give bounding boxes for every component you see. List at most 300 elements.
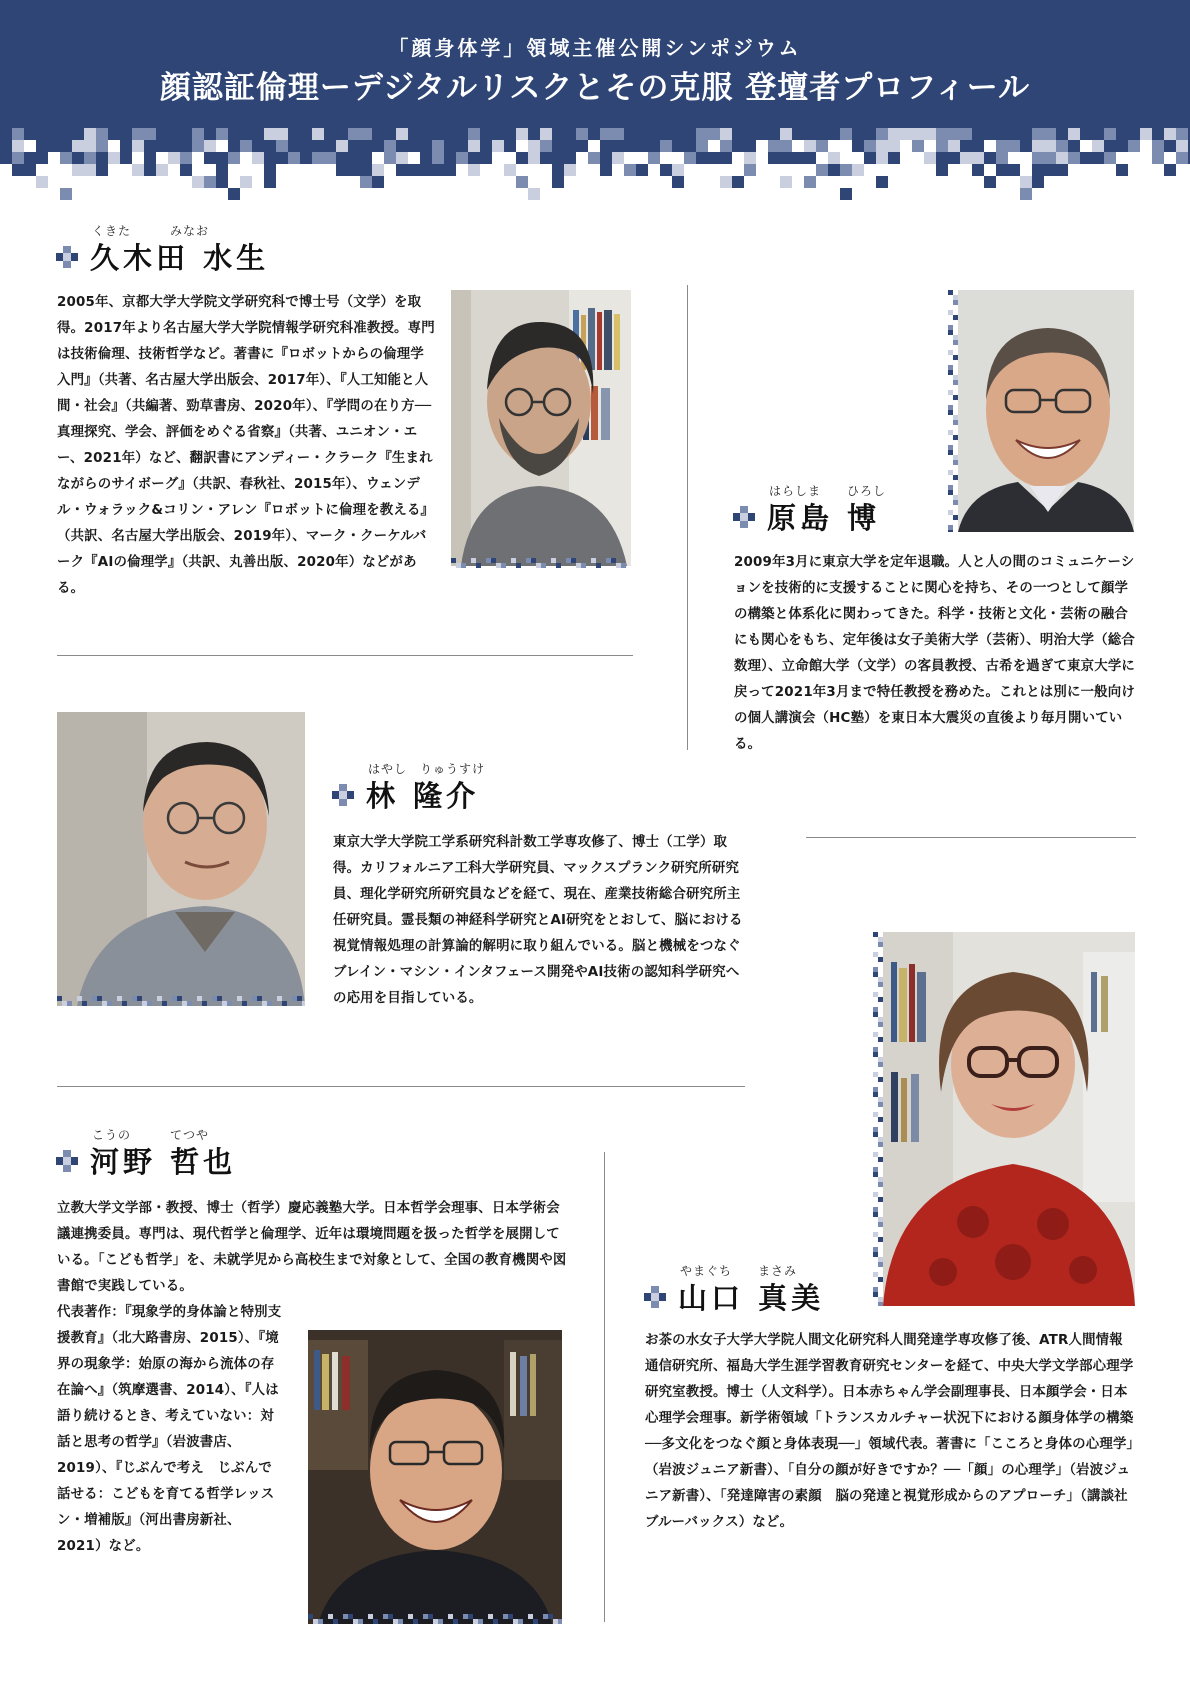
mosaic-tile xyxy=(96,176,108,188)
mosaic-tile xyxy=(1176,188,1188,200)
mosaic-tile xyxy=(552,128,564,140)
mosaic-tile xyxy=(408,152,420,164)
mosaic-tile xyxy=(264,152,276,164)
mosaic-tile xyxy=(12,152,24,164)
mosaic-tile xyxy=(648,164,660,176)
mosaic-tile xyxy=(912,140,924,152)
mosaic-tile xyxy=(324,152,336,164)
mosaic-tile xyxy=(156,140,168,152)
mosaic-tile xyxy=(1056,140,1068,152)
mosaic-tile xyxy=(708,140,720,152)
mosaic-tile xyxy=(828,152,840,164)
mosaic-tile xyxy=(1176,128,1188,140)
mosaic-tile xyxy=(420,152,432,164)
mosaic-tile xyxy=(996,140,1008,152)
mosaic-tile xyxy=(984,140,996,152)
mosaic-tile xyxy=(1044,140,1056,152)
mosaic-tile xyxy=(876,164,888,176)
mosaic-tile xyxy=(864,140,876,152)
pixel-strip-decoration xyxy=(308,1614,562,1624)
mosaic-tile xyxy=(156,176,168,188)
mosaic-tile xyxy=(756,188,768,200)
mosaic-tile xyxy=(564,140,576,152)
mosaic-tile xyxy=(180,152,192,164)
mosaic-tile xyxy=(132,140,144,152)
mosaic-tile xyxy=(432,140,444,152)
mosaic-tile xyxy=(600,152,612,164)
mosaic-tile xyxy=(588,152,600,164)
mosaic-tile xyxy=(156,152,168,164)
mosaic-tile xyxy=(1152,176,1164,188)
mosaic-tile xyxy=(492,128,504,140)
mosaic-tile xyxy=(1176,140,1188,152)
mosaic-tile xyxy=(684,128,696,140)
mosaic-tile xyxy=(1104,164,1116,176)
speaker-name: 久木田 水生 xyxy=(90,241,270,275)
mosaic-tile xyxy=(648,140,660,152)
mosaic-tile xyxy=(1044,128,1056,140)
mosaic-tile xyxy=(540,152,552,164)
mosaic-tile xyxy=(468,188,480,200)
mosaic-tile xyxy=(204,176,216,188)
mosaic-tile xyxy=(1152,152,1164,164)
mosaic-tile xyxy=(528,176,540,188)
pixel-strip-decoration xyxy=(873,932,883,1306)
mosaic-tile xyxy=(96,164,108,176)
mosaic-tile xyxy=(216,152,228,164)
mosaic-tile xyxy=(900,140,912,152)
mosaic-tile xyxy=(780,176,792,188)
mosaic-tile xyxy=(1140,140,1152,152)
mosaic-tile xyxy=(348,128,360,140)
divider-line xyxy=(806,837,1136,838)
mosaic-tile xyxy=(1152,128,1164,140)
speaker-photo-harashima xyxy=(958,290,1134,532)
mosaic-tile xyxy=(960,164,972,176)
mosaic-tile xyxy=(672,128,684,140)
mosaic-tile xyxy=(1056,128,1068,140)
mosaic-tile xyxy=(48,140,60,152)
mosaic-tile xyxy=(132,128,144,140)
mosaic-tile xyxy=(636,164,648,176)
speaker-bio: お茶の水女子大学大学院人間文化研究科人間発達学専攻修了後、ATR人間情報通信研究所、福島大学生涯学習教育研究センターを経て、中央大学文学部心理学研究室教授。博士（人文科学）。日本赤ちゃん学会副理事長、日本顔学会・日本心理学会理事。新学術領域「トランスカルチャー状況下における顔身体学の構築──多文化をつなぐ顔と身体表現──」領域代表。著書に「こころと身体の心理学」（岩波ジュニア新書）、「自分の顔が好きですか？──「顔」の心理学」（岩波ジュニア新書）、「発達障害の素顔 脳の発達と視覚形成からのアプローチ」（講談社ブルーバックス）など。 xyxy=(645,1333,1134,1530)
event-subtitle: 「顔身体学」領域主催公開シンポジウム xyxy=(388,36,802,60)
mosaic-tile xyxy=(120,152,132,164)
mosaic-tile xyxy=(672,140,684,152)
mosaic-tile xyxy=(480,128,492,140)
mosaic-tile xyxy=(612,176,624,188)
mosaic-tile xyxy=(96,128,108,140)
speaker-bio: 2005年、京都大学大学院文学研究科で博士号（文学）を取得。2017年より名古屋大学大学院情報学研究科准教授。専門は技術倫理、技術哲学など。著書に『ロボットからの倫理学入門』（共著、名古屋大学出版会、2017年）、『人工知能と人間・社会』（共編著、勁草書房、2020年）、『学問の在り方── 真理探究、学会、評価をめぐる省察』（共著、ユニオン・エー、2021年）など、翻訳書にアンディー・クラーク『生まれながらのサイボーグ』（共訳、春秋社、2015年）、ウェンデル・ウォラック&コリン・アレン『ロボットに倫理を教える』（共訳、名古屋大学出版会、2019年）、マーク・クーケルバーク『AIの倫理学』（共訳、丸善出版、2020年）などがある。 xyxy=(57,295,435,596)
speaker-heading-kukita xyxy=(56,222,356,274)
mosaic-tile xyxy=(444,128,456,140)
mosaic-tile xyxy=(528,128,540,140)
mosaic-tile xyxy=(1020,188,1032,200)
mosaic-tile xyxy=(876,140,888,152)
mosaic-tile xyxy=(1080,128,1092,140)
mosaic-tile xyxy=(1092,176,1104,188)
mosaic-tile xyxy=(744,152,756,164)
mosaic-tile xyxy=(1032,164,1044,176)
mosaic-tile xyxy=(1032,140,1044,152)
mosaic-tile xyxy=(564,164,576,176)
mosaic-tile xyxy=(756,128,768,140)
mosaic-tile xyxy=(900,128,912,140)
mosaic-tile xyxy=(108,164,120,176)
mosaic-tile xyxy=(804,140,816,152)
name-reading: こうの てつや xyxy=(92,1128,210,1142)
mosaic-tile xyxy=(1128,152,1140,164)
mosaic-tile xyxy=(756,140,768,152)
mosaic-tile xyxy=(612,152,624,164)
mosaic-tile xyxy=(264,176,276,188)
mosaic-tile xyxy=(360,152,372,164)
mosaic-tile xyxy=(1116,128,1128,140)
pixel-bullet-icon xyxy=(644,1286,666,1308)
mosaic-tile xyxy=(1068,152,1080,164)
mosaic-tile xyxy=(192,128,204,140)
mosaic-tile xyxy=(336,152,348,164)
mosaic-tile xyxy=(504,128,516,140)
mosaic-tile xyxy=(924,164,936,176)
mosaic-tile xyxy=(576,128,588,140)
mosaic-tile xyxy=(84,140,96,152)
mosaic-tile xyxy=(144,140,156,152)
mosaic-tile xyxy=(1044,152,1056,164)
mosaic-tile xyxy=(1116,164,1128,176)
mosaic-tile xyxy=(1032,128,1044,140)
mosaic-tile xyxy=(516,152,528,164)
mosaic-tile xyxy=(504,152,516,164)
mosaic-tile xyxy=(672,176,684,188)
mosaic-tile xyxy=(336,164,348,176)
mosaic-tile xyxy=(216,176,228,188)
mosaic-tile xyxy=(108,140,120,152)
mosaic-tile xyxy=(480,176,492,188)
mosaic-tile xyxy=(588,128,600,140)
mosaic-tile xyxy=(732,152,744,164)
speaker-heading-harashima xyxy=(733,482,983,534)
mosaic-tile xyxy=(624,164,636,176)
pixel-mosaic-banner xyxy=(0,128,1190,200)
mosaic-tile xyxy=(468,140,480,152)
mosaic-tile xyxy=(72,164,84,176)
mosaic-tile xyxy=(672,164,684,176)
mosaic-tile xyxy=(840,152,852,164)
mosaic-tile xyxy=(1116,140,1128,152)
mosaic-tile xyxy=(636,152,648,164)
mosaic-tile xyxy=(984,152,996,164)
mosaic-tile xyxy=(252,152,264,164)
mosaic-tile xyxy=(804,128,816,140)
mosaic-tile xyxy=(396,128,408,140)
mosaic-tile xyxy=(192,152,204,164)
mosaic-tile xyxy=(360,176,372,188)
speaker-heading-yamaguchi xyxy=(644,1262,904,1314)
pixel-strip-decoration xyxy=(451,558,631,568)
mosaic-tile xyxy=(960,152,972,164)
mosaic-tile xyxy=(168,128,180,140)
mosaic-tile xyxy=(996,128,1008,140)
mosaic-tile xyxy=(828,140,840,152)
mosaic-tile xyxy=(660,140,672,152)
mosaic-tile xyxy=(744,176,756,188)
mosaic-tile xyxy=(600,164,612,176)
mosaic-tile xyxy=(828,164,840,176)
mosaic-tile xyxy=(600,128,612,140)
mosaic-tile xyxy=(708,164,720,176)
mosaic-tile xyxy=(984,128,996,140)
mosaic-tile xyxy=(732,128,744,140)
mosaic-tile xyxy=(1068,188,1080,200)
mosaic-tile xyxy=(180,176,192,188)
mosaic-tile xyxy=(528,188,540,200)
mosaic-tile xyxy=(1092,152,1104,164)
mosaic-tile xyxy=(336,128,348,140)
mosaic-tile xyxy=(408,128,420,140)
mosaic-tile xyxy=(72,152,84,164)
mosaic-tile xyxy=(732,164,744,176)
mosaic-tile xyxy=(684,152,696,164)
mosaic-tile xyxy=(480,140,492,152)
mosaic-tile xyxy=(216,164,228,176)
divider-line xyxy=(604,1152,605,1622)
mosaic-tile xyxy=(312,164,324,176)
mosaic-tile xyxy=(480,152,492,164)
mosaic-tile xyxy=(888,128,900,140)
speaker-photo-yamaguchi xyxy=(883,932,1135,1306)
mosaic-tile xyxy=(96,140,108,152)
mosaic-tile xyxy=(204,152,216,164)
mosaic-tile xyxy=(144,128,156,140)
mosaic-tile xyxy=(1128,140,1140,152)
mosaic-tile xyxy=(0,128,12,140)
mosaic-tile xyxy=(828,128,840,140)
mosaic-tile xyxy=(660,128,672,140)
mosaic-tile xyxy=(108,152,120,164)
mosaic-tile xyxy=(360,164,372,176)
mosaic-tile xyxy=(816,176,828,188)
mosaic-tile xyxy=(60,164,72,176)
mosaic-tile xyxy=(1116,188,1128,200)
mosaic-tile xyxy=(1104,152,1116,164)
mosaic-tile xyxy=(264,128,276,140)
portrait-smiling-man-glasses-icon xyxy=(958,290,1134,532)
name-reading: はらしま ひろし xyxy=(769,484,887,498)
mosaic-tile xyxy=(468,128,480,140)
mosaic-tile xyxy=(876,176,888,188)
mosaic-tile xyxy=(180,128,192,140)
mosaic-tile xyxy=(1068,140,1080,152)
mosaic-tile xyxy=(624,176,636,188)
mosaic-tile xyxy=(888,176,900,188)
mosaic-tile xyxy=(120,128,132,140)
mosaic-tile xyxy=(444,152,456,164)
mosaic-tile xyxy=(1032,176,1044,188)
portrait-man-round-glasses-icon xyxy=(57,712,305,1006)
mosaic-tile xyxy=(720,152,732,164)
speaker-photo-kono xyxy=(308,1330,562,1624)
speaker-photo-kukita xyxy=(451,290,631,566)
mosaic-tile xyxy=(804,164,816,176)
mosaic-tile xyxy=(984,176,996,188)
mosaic-tile xyxy=(1020,176,1032,188)
mosaic-tile xyxy=(228,152,240,164)
mosaic-tile xyxy=(24,140,36,152)
mosaic-tile xyxy=(516,128,528,140)
mosaic-tile xyxy=(204,188,216,200)
speaker-photo-hayashi xyxy=(57,712,305,1006)
mosaic-tile xyxy=(444,188,456,200)
mosaic-tile xyxy=(300,152,312,164)
mosaic-tile xyxy=(696,140,708,152)
mosaic-tile xyxy=(168,164,180,176)
mosaic-tile xyxy=(972,128,984,140)
mosaic-tile xyxy=(768,164,780,176)
mosaic-tile xyxy=(408,164,420,176)
mosaic-tile xyxy=(456,152,468,164)
pixel-bullet-icon xyxy=(56,1150,78,1172)
mosaic-tile xyxy=(468,152,480,164)
mosaic-tile xyxy=(696,128,708,140)
mosaic-tile xyxy=(348,164,360,176)
mosaic-tile xyxy=(1092,140,1104,152)
mosaic-tile xyxy=(1068,128,1080,140)
mosaic-tile xyxy=(660,152,672,164)
mosaic-tile xyxy=(864,128,876,140)
mosaic-tile xyxy=(660,164,672,176)
mosaic-tile xyxy=(792,140,804,152)
mosaic-tile xyxy=(84,128,96,140)
mosaic-tile xyxy=(360,188,372,200)
mosaic-tile xyxy=(288,164,300,176)
portrait-laughing-man-glasses-icon xyxy=(308,1330,562,1624)
mosaic-tile xyxy=(396,152,408,164)
mosaic-tile xyxy=(1020,140,1032,152)
name-reading: くきた みなお xyxy=(92,224,210,238)
mosaic-tile xyxy=(12,164,24,176)
mosaic-tile xyxy=(216,140,228,152)
mosaic-tile xyxy=(612,128,624,140)
mosaic-tile xyxy=(504,140,516,152)
mosaic-tile xyxy=(252,140,264,152)
mosaic-tile xyxy=(684,140,696,152)
mosaic-tile xyxy=(372,128,384,140)
mosaic-tile xyxy=(144,152,156,164)
mosaic-tile xyxy=(384,140,396,152)
divider-line xyxy=(57,1086,745,1087)
mosaic-tile xyxy=(0,164,12,176)
speaker-name: 原島 博 xyxy=(767,501,881,535)
mosaic-tile xyxy=(948,152,960,164)
mosaic-tile xyxy=(852,152,864,164)
pixel-strip-decoration xyxy=(57,996,305,1006)
mosaic-tile xyxy=(276,164,288,176)
mosaic-tile xyxy=(936,128,948,140)
mosaic-tile xyxy=(936,140,948,152)
mosaic-tile xyxy=(360,140,372,152)
mosaic-tile xyxy=(432,164,444,176)
mosaic-tile xyxy=(192,188,204,200)
mosaic-tile xyxy=(960,128,972,140)
mosaic-tile xyxy=(1056,152,1068,164)
mosaic-tile xyxy=(360,128,372,140)
mosaic-tile xyxy=(72,188,84,200)
mosaic-tile xyxy=(516,176,528,188)
header-banner xyxy=(0,0,1190,128)
mosaic-tile xyxy=(24,128,36,140)
mosaic-tile xyxy=(648,176,660,188)
mosaic-tile xyxy=(36,152,48,164)
mosaic-tile xyxy=(276,140,288,152)
mosaic-tile xyxy=(276,152,288,164)
mosaic-tile xyxy=(816,128,828,140)
mosaic-tile xyxy=(300,140,312,152)
mosaic-tile xyxy=(1068,176,1080,188)
mosaic-tile xyxy=(924,128,936,140)
mosaic-tile xyxy=(1008,152,1020,164)
mosaic-tile xyxy=(48,164,60,176)
mosaic-tile xyxy=(384,128,396,140)
mosaic-tile xyxy=(1104,140,1116,152)
pixel-bullet-icon xyxy=(332,784,354,806)
mosaic-tile xyxy=(540,140,552,152)
mosaic-tile xyxy=(768,128,780,140)
mosaic-tile xyxy=(312,140,324,152)
mosaic-tile xyxy=(324,140,336,152)
mosaic-tile xyxy=(780,188,792,200)
mosaic-tile xyxy=(600,140,612,152)
mosaic-tile xyxy=(132,152,144,164)
mosaic-tile xyxy=(24,152,36,164)
page-title: 顔認証倫理ーデジタルリスクとその克服 登壇者プロフィール xyxy=(159,70,1031,106)
divider-line xyxy=(57,655,633,656)
mosaic-tile xyxy=(732,140,744,152)
mosaic-tile xyxy=(456,140,468,152)
mosaic-tile xyxy=(888,188,900,200)
mosaic-tile xyxy=(24,164,36,176)
mosaic-tile xyxy=(852,128,864,140)
mosaic-tile xyxy=(948,140,960,152)
mosaic-tile xyxy=(816,140,828,152)
mosaic-tile xyxy=(720,128,732,140)
mosaic-tile xyxy=(576,152,588,164)
mosaic-tile xyxy=(744,164,756,176)
mosaic-tile xyxy=(648,128,660,140)
mosaic-tile xyxy=(348,152,360,164)
mosaic-tile xyxy=(240,128,252,140)
mosaic-tile xyxy=(1020,164,1032,176)
speaker-bio: 立教大学文学部・教授、博士（哲学）慶応義塾大学。日本哲学会理事、日本学術会議連携委員。専門は、現代哲学と倫理学、近年は環境問題を扱った哲学を展開している。「こども哲学」を、未就学児から高校生まで対象として、全国の教育機関や図書館で実践している。 xyxy=(57,1201,567,1294)
mosaic-tile xyxy=(1020,128,1032,140)
mosaic-tile xyxy=(900,152,912,164)
mosaic-tile xyxy=(828,176,840,188)
mosaic-tile xyxy=(804,152,816,164)
mosaic-tile xyxy=(60,176,72,188)
speaker-name: 河野 哲也 xyxy=(90,1145,237,1179)
mosaic-tile xyxy=(336,176,348,188)
mosaic-tile xyxy=(636,140,648,152)
mosaic-tile xyxy=(876,152,888,164)
mosaic-tile xyxy=(996,164,1008,176)
mosaic-tile xyxy=(420,164,432,176)
mosaic-tile xyxy=(300,128,312,140)
mosaic-tile xyxy=(780,140,792,152)
divider-line xyxy=(687,285,688,750)
mosaic-tile xyxy=(144,164,156,176)
mosaic-tile xyxy=(48,188,60,200)
mosaic-tile xyxy=(972,164,984,176)
